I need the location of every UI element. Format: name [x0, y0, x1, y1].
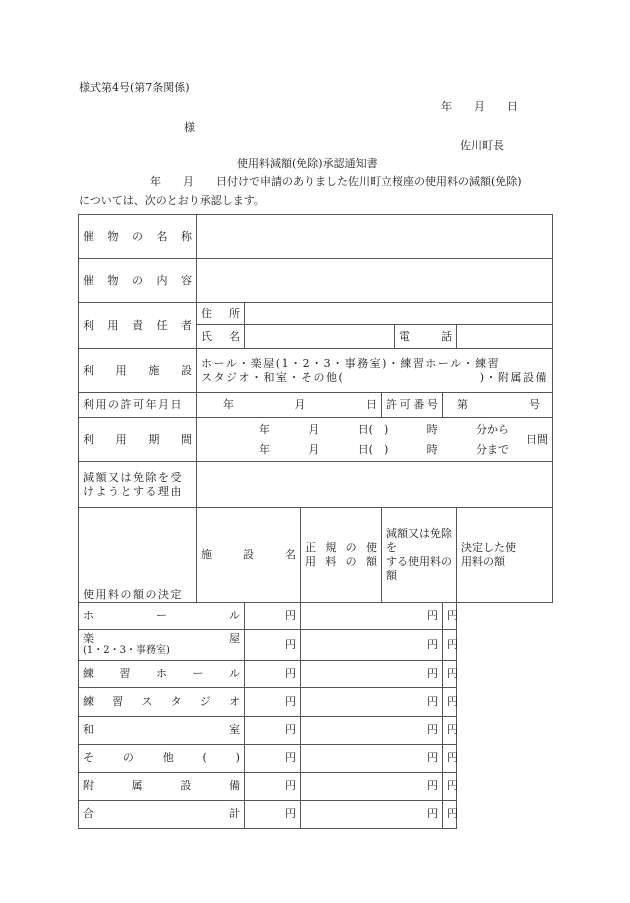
label-char: 分まで — [475, 442, 509, 456]
fee-row — [79, 716, 553, 744]
fee-row-regular-amount[interactable] — [245, 660, 301, 687]
fee-row — [79, 800, 553, 828]
yen-unit: 円 — [447, 723, 458, 737]
period-label — [79, 418, 197, 462]
label-char: 練 — [83, 694, 94, 708]
label-char: 利 — [83, 318, 94, 332]
label-char: 月 — [308, 442, 320, 456]
label-char: 正 — [305, 541, 316, 555]
fee-row-reduced-amount[interactable] — [301, 744, 443, 772]
label-char: 住 — [201, 306, 212, 320]
reason-label-line1: 減額又は免除を受 — [83, 470, 183, 484]
label-char: 利 — [83, 363, 94, 377]
label-char: 名 — [285, 548, 296, 561]
reason-field[interactable] — [197, 462, 553, 508]
spaced-label — [83, 751, 240, 765]
document-title: 使用料減額(免除)承認通知書 — [237, 157, 378, 170]
fee-row-reduced-amount[interactable] — [301, 629, 443, 660]
spaced-label — [83, 723, 240, 737]
label-char: 月 — [308, 422, 320, 436]
label-char: 計 — [229, 807, 240, 821]
row-event-name — [79, 215, 553, 259]
yen-unit: 円 — [447, 694, 458, 708]
fee-row-facility-name — [79, 800, 245, 828]
label-char: 催 — [83, 273, 94, 287]
label-char: 物 — [107, 229, 119, 243]
label-char: 年 — [223, 398, 234, 412]
permit-number-suffix: 号 — [529, 398, 541, 412]
yen-unit: 円 — [427, 637, 438, 651]
label-char: ) — [235, 751, 240, 765]
label-char: 施 — [201, 548, 212, 561]
label-char: 額 — [365, 554, 377, 568]
facility-options[interactable] — [197, 349, 553, 393]
spaced-label — [83, 807, 240, 821]
label-char: 時 — [426, 422, 438, 436]
fee-row-facility-name — [79, 687, 245, 716]
label-char: 間 — [180, 432, 192, 446]
fee-row — [79, 687, 553, 716]
fee-header-regular — [301, 508, 382, 603]
spaced-label — [83, 632, 240, 646]
spaced-label — [386, 398, 438, 412]
yen-unit: 円 — [427, 807, 438, 821]
label-char: 者 — [181, 318, 192, 332]
label-char: 用 — [107, 318, 119, 332]
label-char: 室 — [229, 723, 240, 737]
label-char: 号 — [426, 398, 438, 412]
label-char: 責 — [132, 318, 143, 332]
period-from — [259, 420, 509, 440]
label-char: 話 — [441, 329, 452, 343]
yen-unit: 円 — [447, 779, 458, 793]
label-char: 期 — [148, 432, 160, 446]
issue-date-day: 日 — [507, 100, 518, 113]
name-field[interactable] — [245, 325, 395, 349]
fee-decision-label: 使用料の額の決定 — [79, 508, 197, 603]
spaced-label — [83, 779, 240, 793]
fee-row — [79, 744, 553, 772]
yen-unit: 円 — [285, 751, 296, 765]
facility-options-line1: ホール・楽屋(1・2・3・事務室)・練習ホール・練習 — [201, 356, 501, 370]
label-char: ジ — [199, 694, 211, 708]
fee-row-decided-amount[interactable] — [443, 602, 457, 629]
fee-row-regular-amount[interactable] — [245, 744, 301, 772]
fee-row-decided-amount[interactable] — [443, 629, 457, 660]
fee-row-facility-name — [79, 602, 245, 629]
label-char: 設 — [180, 363, 192, 377]
label-char: 電 — [399, 329, 410, 343]
reason-label — [79, 462, 197, 508]
spaced-label — [201, 398, 377, 412]
permit-number-label — [382, 393, 443, 418]
fee-header-decided-line1: 決定した使 — [461, 541, 516, 555]
label-char: 附 — [83, 779, 94, 793]
label-char: 備 — [228, 779, 240, 793]
spaced-label — [201, 548, 296, 562]
fee-row-decided-amount[interactable] — [443, 800, 457, 828]
fee-row-reduced-amount[interactable] — [301, 660, 443, 687]
label-char: 料 — [325, 554, 337, 568]
address-field[interactable] — [245, 303, 553, 325]
facility-options-line2-right: )・附属設備 — [479, 370, 549, 384]
spaced-label — [201, 307, 240, 321]
label-char: 日( ) — [357, 442, 389, 456]
label-char: の — [122, 751, 134, 765]
label-char: 物 — [107, 273, 119, 287]
fee-row — [79, 660, 553, 687]
facility-label — [79, 349, 197, 393]
spaced-label — [83, 433, 192, 447]
fee-row-regular-amount[interactable] — [245, 772, 301, 800]
body-text-line1: 年 月 日付けで申請のありました佐川町立桜座の使用料の減額(免除) — [150, 175, 522, 188]
facility-options-line2-left: スタジオ・和室・その他( — [201, 370, 345, 384]
label-char: そ — [83, 751, 94, 765]
spaced-label — [201, 330, 240, 344]
fee-row-regular-amount[interactable] — [245, 629, 301, 660]
label-char: 任 — [156, 318, 168, 332]
label-char: 設 — [243, 548, 254, 561]
label-char: 月 — [294, 398, 306, 412]
name-label — [197, 325, 245, 349]
yen-unit: 円 — [427, 666, 438, 680]
issue-date-month: 月 — [474, 100, 485, 113]
label-char: ホ — [83, 608, 94, 622]
fee-row-decided-amount[interactable] — [443, 660, 457, 687]
fee-row-decided-amount[interactable] — [443, 744, 457, 772]
fee-header-decided — [457, 508, 553, 603]
label-char: 規 — [325, 541, 337, 555]
fee-row-facility-name — [79, 772, 245, 800]
fee-row-reduced-amount[interactable] — [301, 800, 443, 828]
fee-row — [79, 629, 553, 660]
label-char: 催 — [83, 229, 94, 243]
reason-label-line2: けようとする理由 — [83, 484, 183, 498]
yen-unit: 円 — [427, 751, 438, 765]
label-char: ル — [229, 666, 240, 680]
fee-row-decided-amount[interactable] — [443, 716, 457, 744]
facility-options-line2 — [201, 371, 548, 385]
label-char: 分から — [475, 422, 509, 436]
responsible-person-label — [79, 303, 197, 349]
spaced-label — [83, 230, 192, 244]
fee-row-regular-amount[interactable] — [245, 602, 301, 629]
spaced-label — [399, 330, 452, 344]
fee-row-regular-amount[interactable] — [245, 800, 301, 828]
row-permit-date — [79, 393, 553, 418]
label-char: 属 — [131, 779, 143, 793]
yen-unit: 円 — [285, 779, 296, 793]
label-char: 練 — [83, 666, 94, 680]
row-reason — [79, 462, 553, 508]
yen-unit: 円 — [447, 666, 458, 680]
fee-row-facility-sub: (1・2・3・事務室) — [83, 645, 170, 657]
label-char: 称 — [181, 229, 192, 243]
yen-unit: 円 — [427, 608, 438, 622]
label-char: ー — [192, 666, 204, 680]
spaced-label — [83, 364, 192, 378]
label-char: 時 — [426, 442, 438, 456]
yen-unit: 円 — [285, 666, 296, 680]
label-char: 施 — [148, 363, 160, 377]
fee-row-reduced-amount[interactable] — [301, 687, 443, 716]
label-char: 屋 — [229, 631, 240, 645]
label-char: 可 — [399, 398, 411, 412]
event-content-label — [79, 259, 197, 303]
label-char: 設 — [180, 779, 192, 793]
row-period — [79, 418, 553, 462]
permit-number-field[interactable] — [443, 393, 553, 418]
yen-unit: 円 — [285, 723, 296, 737]
spaced-label — [305, 541, 377, 555]
label-char: ホ — [156, 666, 167, 680]
label-char: 他 — [162, 751, 174, 765]
label-char: 番 — [413, 398, 425, 412]
row-event-content — [79, 259, 553, 303]
label-char: 名 — [229, 329, 240, 343]
fee-row-facility-name — [79, 716, 245, 744]
yen-unit: 円 — [427, 723, 438, 737]
label-char: 習 — [112, 694, 124, 708]
fee-header-reduced — [382, 508, 457, 603]
row-facility — [79, 349, 553, 393]
label-char: 容 — [181, 273, 192, 287]
phone-field[interactable] — [457, 325, 553, 349]
label-char: の — [345, 541, 357, 555]
yen-unit: 円 — [427, 779, 438, 793]
fee-row-decided-amount[interactable] — [443, 772, 457, 800]
fee-row-reduced-amount[interactable] — [301, 716, 443, 744]
label-char: ス — [141, 694, 153, 708]
fee-row-facility-name — [79, 629, 245, 660]
event-content-field[interactable] — [197, 259, 553, 303]
issue-date — [441, 101, 518, 112]
period-field[interactable] — [197, 418, 553, 462]
label-char: 氏 — [201, 329, 212, 343]
label-char: 許 — [386, 398, 397, 412]
fee-row-facility-name — [79, 744, 245, 772]
yen-unit: 円 — [447, 637, 458, 651]
label-char: 名 — [156, 229, 168, 243]
label-char: の — [345, 554, 357, 568]
permit-date-field[interactable] — [197, 393, 382, 418]
fee-header-reduced-line2: する使用料の額 — [386, 554, 452, 582]
yen-unit: 円 — [285, 637, 296, 651]
fee-row-decided-amount[interactable] — [443, 687, 457, 716]
fee-row — [79, 772, 553, 800]
label-char: 楽 — [83, 631, 94, 645]
fee-row — [79, 602, 553, 629]
yen-unit: 円 — [447, 751, 458, 765]
fee-row-regular-amount[interactable] — [245, 716, 301, 744]
body-text-line2: については、次のとおり承認します。 — [79, 194, 265, 207]
yen-unit: 円 — [285, 608, 296, 622]
permit-date-label: 利用の許可年月日 — [79, 393, 197, 418]
label-char: 内 — [156, 273, 168, 287]
label-char: 年 — [259, 442, 270, 456]
row-fee-header — [79, 508, 553, 603]
label-char: 使 — [365, 541, 377, 555]
label-char: 習 — [119, 666, 131, 680]
label-char: 所 — [229, 306, 240, 320]
fee-row-reduced-amount[interactable] — [301, 772, 443, 800]
event-name-field[interactable] — [197, 215, 553, 259]
phone-label — [395, 325, 457, 349]
label-char: 合 — [83, 807, 94, 821]
fee-header-decided-line2: 用料の額 — [461, 554, 505, 568]
spaced-label — [83, 319, 192, 333]
spaced-label — [83, 274, 192, 288]
application-form-table — [78, 214, 553, 829]
fee-header-facility-name — [197, 508, 301, 603]
fee-row-reduced-amount[interactable] — [301, 602, 443, 629]
label-char: 用 — [115, 363, 127, 377]
yen-unit: 円 — [447, 807, 458, 821]
period-to — [259, 440, 509, 460]
label-char: の — [132, 273, 143, 287]
label-char: 用 — [115, 432, 127, 446]
spaced-label — [83, 695, 240, 709]
yen-unit: 円 — [427, 694, 438, 708]
event-name-label — [79, 215, 197, 259]
label-char: 日( ) — [357, 422, 389, 436]
issue-date-year: 年 — [441, 100, 452, 113]
yen-unit: 円 — [285, 694, 296, 708]
label-char: ( — [202, 751, 207, 765]
spaced-label — [83, 609, 240, 623]
form-number: 様式第4号(第7条関係) — [79, 81, 190, 94]
label-char: 利 — [83, 432, 94, 446]
spaced-label — [305, 555, 377, 569]
row-address — [79, 303, 553, 325]
label-char: 用 — [305, 554, 316, 568]
fee-row-facility-name — [79, 660, 245, 687]
permit-number-prefix: 第 — [457, 398, 468, 412]
label-char: の — [132, 229, 143, 243]
yen-unit: 円 — [447, 608, 458, 622]
label-char: タ — [170, 694, 182, 708]
addressee: 様 — [184, 121, 195, 134]
fee-header-reduced-line1: 減額又は免除を — [386, 527, 452, 555]
spaced-label — [83, 667, 240, 681]
yen-unit: 円 — [285, 807, 296, 821]
fee-row-regular-amount[interactable] — [245, 687, 301, 716]
label-char: 年 — [259, 422, 270, 436]
address-label — [197, 303, 245, 325]
label-char: 日 — [366, 398, 377, 412]
label-char: ル — [229, 608, 240, 622]
issuer: 佐川町長 — [460, 139, 504, 152]
label-char: ー — [156, 608, 167, 622]
period-days: 日間 — [526, 432, 549, 446]
label-char: 和 — [83, 723, 94, 737]
label-char: オ — [228, 694, 240, 708]
